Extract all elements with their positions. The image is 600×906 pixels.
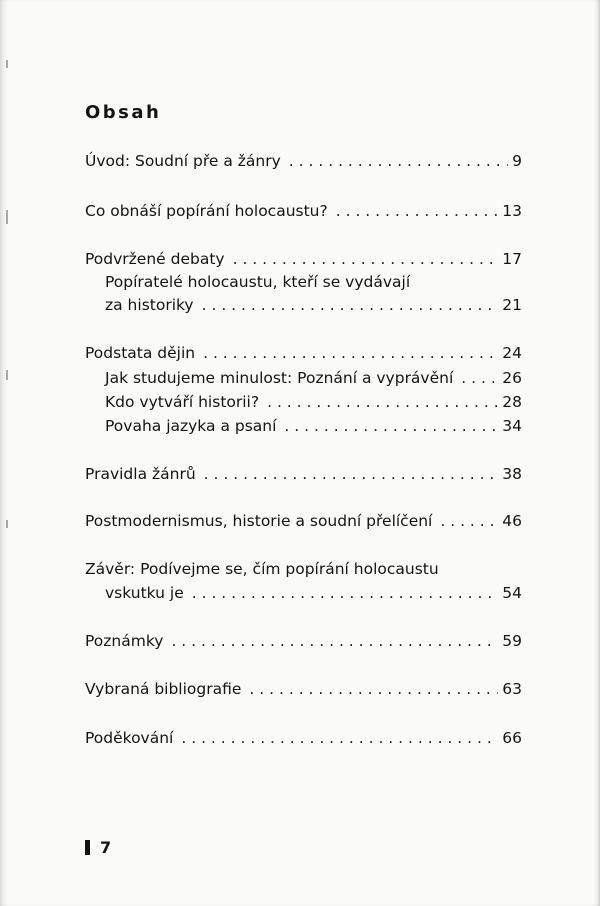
- toc-heading: Obsah: [85, 102, 162, 123]
- toc-entry-label: Vybraná bibliografie: [85, 680, 242, 698]
- toc-entry-page: 63: [502, 680, 522, 698]
- dot-leader: [336, 202, 499, 220]
- toc-entry-label: Podstata dějin: [85, 344, 196, 362]
- toc-entry-page: 24: [502, 344, 522, 362]
- page-edge-mark: [6, 370, 8, 380]
- toc-entry-label: Postmodernismus, historie a soudní přelíčení: [85, 512, 433, 530]
- toc-entry-page: 26: [502, 369, 522, 387]
- toc-subentry: [105, 273, 522, 295]
- toc-entry-page: 59: [502, 632, 522, 650]
- dot-leader: [204, 465, 499, 483]
- toc-entry-label: Popíratelé holocaustu, kteří se vydávají: [105, 273, 411, 291]
- toc-entry-label: Povaha jazyka a psaní: [105, 417, 277, 435]
- dot-leader: [461, 369, 498, 387]
- dot-leader: [289, 152, 508, 170]
- toc-entry: [85, 344, 522, 366]
- page-number: 7: [100, 838, 112, 857]
- toc-subentry: [105, 417, 522, 439]
- toc-entry: [85, 560, 522, 582]
- dot-leader: [284, 417, 498, 435]
- page-footer: [85, 838, 111, 857]
- dot-leader: [171, 632, 498, 650]
- toc-entry-page: 38: [502, 465, 522, 483]
- dot-leader: [181, 729, 498, 747]
- page-edge-mark: [6, 210, 8, 224]
- toc-subentry: [105, 369, 522, 391]
- toc-entry-page: 17: [502, 250, 522, 268]
- toc-entry: [85, 465, 522, 487]
- dot-leader: [203, 344, 498, 362]
- toc-subentry: [105, 296, 522, 318]
- dot-leader: [440, 512, 498, 530]
- toc-entry: [85, 250, 522, 272]
- dot-leader: [267, 393, 498, 411]
- toc-entry-label: Podvržené debaty: [85, 250, 225, 268]
- toc-entry: [85, 680, 522, 702]
- toc-entry-label: Poznámky: [85, 632, 164, 650]
- toc-entry-label: Co obnáší popírání holocaustu?: [85, 202, 328, 220]
- page-edge-mark: [6, 60, 8, 68]
- toc-entry-label: Úvod: Soudní pře a žánry: [85, 152, 281, 170]
- toc-entry-page: 54: [502, 584, 522, 602]
- toc-entry-label: Závěr: Podívejme se, čím popírání holocaustu: [85, 560, 439, 578]
- page-edge-mark: [6, 520, 8, 528]
- toc-entry-label: Jak studujeme minulost: Poznání a vyprávění: [105, 369, 454, 387]
- toc-entry-label: Poděkování: [85, 729, 174, 747]
- toc-entry: [85, 632, 522, 654]
- dot-leader: [192, 584, 499, 602]
- toc-entry: [85, 152, 522, 174]
- dot-leader: [202, 296, 499, 314]
- toc-entry-page: 9: [512, 152, 522, 170]
- toc-entry-label: vskutku je: [105, 584, 184, 602]
- toc-entry-page: 13: [502, 202, 522, 220]
- toc-entry-page: 46: [502, 512, 522, 530]
- toc-entry-page: 21: [502, 296, 522, 314]
- dot-leader: [249, 680, 498, 698]
- toc-entry: [85, 512, 522, 534]
- dot-leader: [233, 250, 499, 268]
- toc-entry-page: 28: [502, 393, 522, 411]
- toc-entry-page: 66: [502, 729, 522, 747]
- toc-entry: [85, 729, 522, 751]
- toc-subentry: [105, 584, 522, 606]
- toc-entry: [85, 202, 522, 224]
- toc-entry-label: Pravidla žánrů: [85, 465, 196, 483]
- toc-entry-page: 34: [502, 417, 522, 435]
- footer-bar-mark: [85, 840, 90, 855]
- toc-subentry: [105, 393, 522, 415]
- toc-entry-label: Kdo vytváří historii?: [105, 393, 260, 411]
- toc-entry-label: za historiky: [105, 296, 194, 314]
